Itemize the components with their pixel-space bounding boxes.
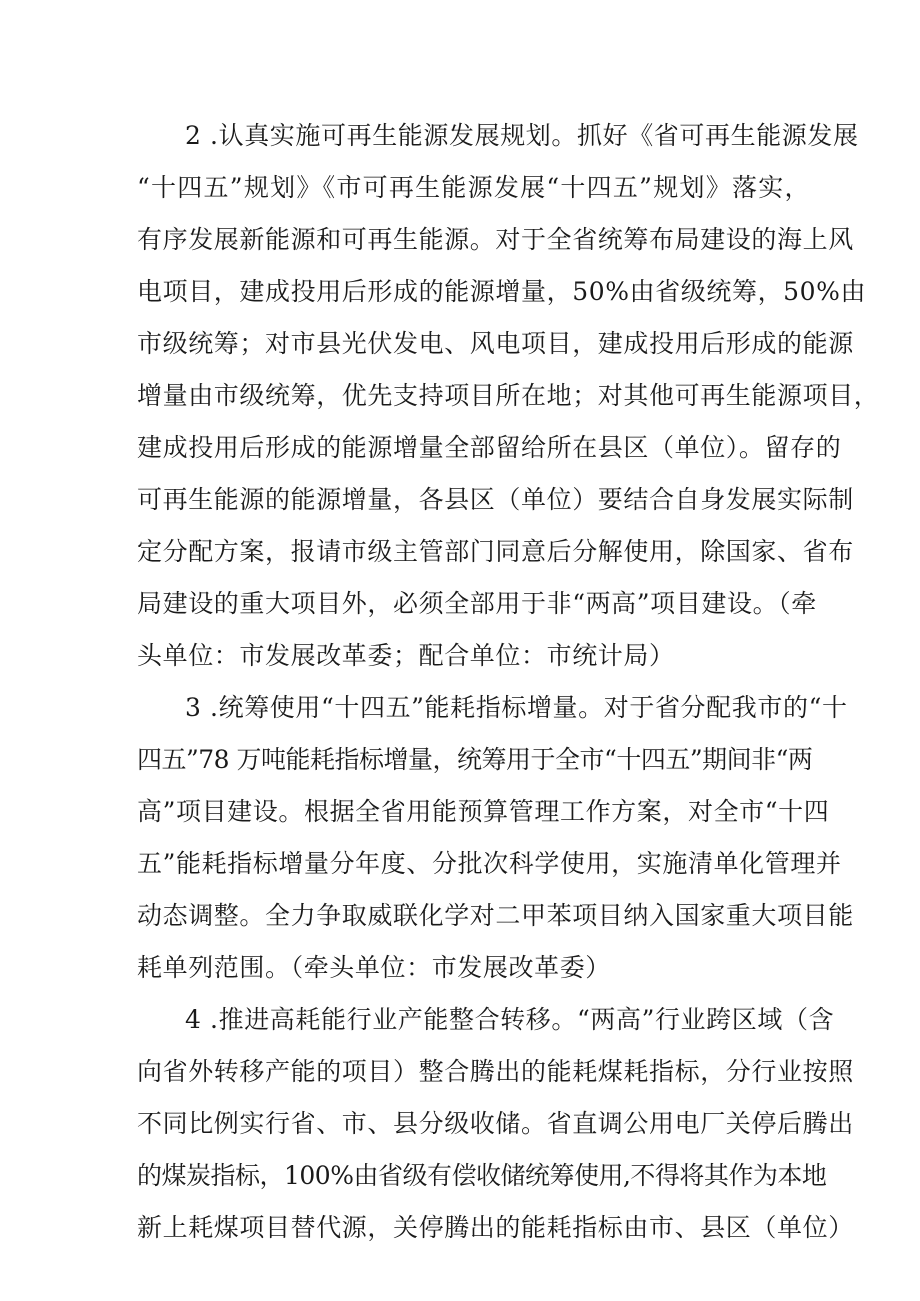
paragraph-line: 耗单列范围。（牵头单位：市发展改革委） [137,953,611,982]
paragraph-line: 四五”78 万吨能耗指标增量，统筹用于全市“十四五”期间非“两 [137,745,813,774]
paragraph-line: 五”能耗指标增量分年度、分批次科学使用，实施清单化管理并 [137,849,842,878]
paragraph-line: 增量由市级统筹，优先支持项目所在地；对其他可再生能源项目， [137,381,880,410]
paragraph-line: 定分配方案，报请市级主管部门同意后分解使用，除国家、省布 [137,537,854,566]
paragraph-line: 可再生能源的能源增量，各县区（单位）要结合自身发展实际制 [137,485,854,514]
paragraph-line: 市级统筹；对市县光伏发电、风电项目，建成投用后形成的能源 [137,329,854,358]
paragraph-line: 3 .统筹使用“十四五”能耗指标增量。对于省分配我市的“十 [185,693,848,722]
paragraph-line: 的煤炭指标，100%由省级有偿收储统筹使用,不得将其作为本地 [137,1161,827,1190]
paragraph-line: 4 .推进高耗能行业产能整合转移。“两高”行业跨区域（含 [185,1005,835,1034]
paragraph-line: 新上耗煤项目替代源，关停腾出的能耗指标由市、县区（单位） [137,1213,854,1242]
paragraph-line: 局建设的重大项目外，必须全部用于非“两高”项目建设。（牵 [137,589,817,618]
paragraph-line: 2 .认真实施可再生能源发展规划。抓好《省可再生能源发展 [185,121,859,150]
paragraph-line: 不同比例实行省、市、县分级收储。省直调公用电厂关停后腾出 [137,1109,854,1138]
paragraph-line: 高”项目建设。根据全省用能预算管理工作方案，对全市“十四 [137,797,830,826]
paragraph-line: “十四五”规划》《市可再生能源发展“十四五”规划》落实， [137,173,809,202]
paragraph-line: 头单位：市发展改革委；配合单位：市统计局） [137,641,675,670]
paragraph-line: 建成投用后形成的能源增量全部留给所在县区（单位）。留存的 [137,433,842,462]
paragraph-line: 向省外转移产能的项目）整合腾出的能耗煤耗指标，分行业按照 [137,1057,854,1086]
paragraph-line: 动态调整。全力争取威联化学对二甲苯项目纳入国家重大项目能 [137,901,854,930]
paragraph-line: 电项目，建成投用后形成的能源增量，50%由省级统筹，50%由 [137,277,867,306]
paragraph-line: 有序发展新能源和可再生能源。对于全省统筹布局建设的海上风 [137,225,854,254]
